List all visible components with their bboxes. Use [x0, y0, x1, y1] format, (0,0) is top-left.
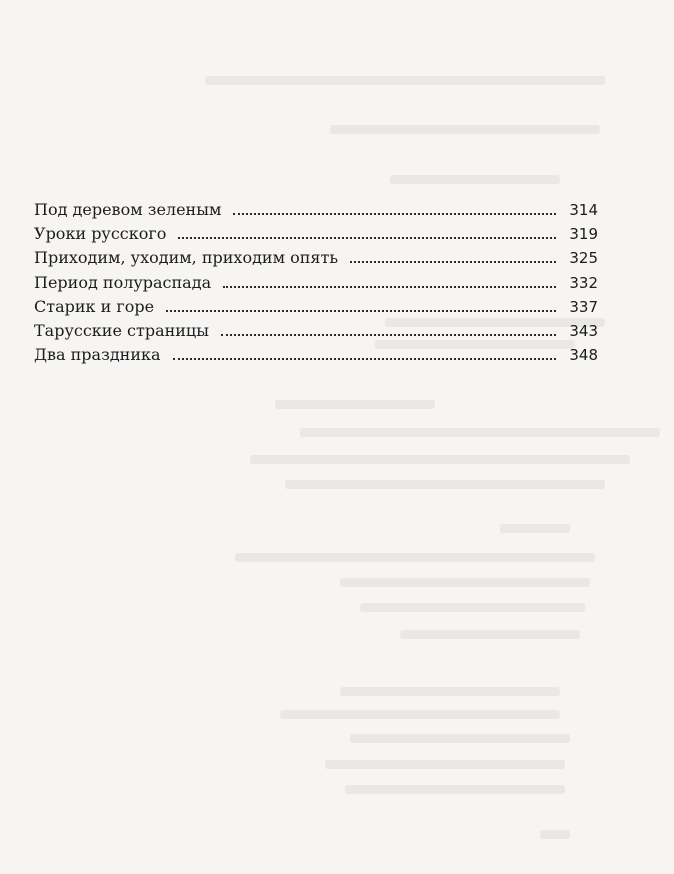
table-of-contents: [34, 198, 598, 367]
toc-entry-page: 337: [569, 297, 598, 316]
toc-entry-title: Тарусские страницы: [34, 320, 209, 340]
toc-entry[interactable]: [34, 295, 598, 319]
toc-entry-page: 314: [569, 201, 598, 219]
toc-dot-leader: [166, 310, 556, 312]
toc-entry-page: 319: [569, 225, 598, 244]
toc-entry-title: Старик и горе: [34, 296, 155, 316]
toc-entry[interactable]: [34, 198, 598, 222]
toc-entry[interactable]: [34, 343, 598, 367]
toc-entry-title: Приходим, уходим, приходим опять: [34, 248, 339, 268]
toc-entry[interactable]: [34, 246, 598, 270]
toc-dot-leader: [173, 358, 556, 360]
toc-entry-title: Два праздника: [34, 345, 161, 365]
toc-entry-title: Под деревом зеленым: [34, 200, 222, 219]
toc-dot-leader: [178, 237, 556, 239]
toc-entry-page: 325: [569, 249, 598, 268]
toc-dot-leader: [350, 261, 556, 263]
toc-dot-leader: [223, 286, 556, 288]
toc-entry[interactable]: [34, 271, 598, 295]
toc-entry-page: 343: [569, 321, 598, 340]
toc-dot-leader: [233, 213, 556, 215]
toc-entry-title: Уроки русского: [34, 224, 167, 244]
toc-dot-leader: [221, 334, 556, 336]
toc-entry-page: 348: [569, 346, 598, 365]
toc-entry-title: Период полураспада: [34, 272, 212, 292]
toc-entry[interactable]: [34, 319, 598, 343]
toc-entry[interactable]: [34, 222, 598, 246]
toc-entry-page: 332: [569, 273, 598, 292]
